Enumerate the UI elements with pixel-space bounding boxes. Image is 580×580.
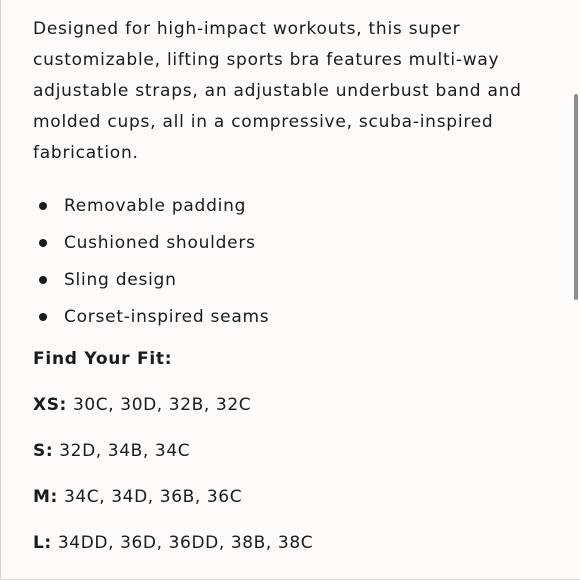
size-row-m <box>33 484 553 510</box>
description-content <box>33 14 553 556</box>
feature-list-item <box>33 304 553 341</box>
feature-list-item <box>33 267 553 304</box>
size-label: M: <box>33 487 58 507</box>
size-row-xs <box>33 392 553 418</box>
fit-heading: Find Your Fit: <box>33 349 173 369</box>
bullet-icon <box>39 202 47 210</box>
scrollbar-thumb[interactable] <box>574 94 578 300</box>
size-values: 34DD, 36D, 36DD, 38B, 38C <box>57 533 314 553</box>
feature-text: Corset-inspired seams <box>64 307 270 327</box>
bullet-icon <box>39 313 47 321</box>
size-values: 34C, 34D, 36B, 36C <box>63 487 243 507</box>
size-values: 30C, 30D, 32B, 32C <box>72 395 252 415</box>
feature-list <box>33 193 553 341</box>
bullet-icon <box>39 239 47 247</box>
feature-list-item <box>33 230 553 267</box>
bullet-icon <box>39 276 47 284</box>
feature-text: Removable padding <box>64 196 247 216</box>
feature-text: Sling design <box>64 270 177 290</box>
size-label: S: <box>33 441 54 461</box>
feature-list-item <box>33 193 553 230</box>
size-label: L: <box>33 533 52 553</box>
product-description: Designed for high-impact workouts, this super customizable, lifting sports bra features multi-way adjustable straps, an adjustable underbust band and molded cups, all in a compressive, scuba-inspired fabrication. <box>33 19 522 163</box>
size-label: XS: <box>33 395 67 415</box>
size-row-s <box>33 438 553 464</box>
feature-text: Cushioned shoulders <box>64 233 256 253</box>
size-values: 32D, 34B, 34C <box>59 441 191 461</box>
size-row-l <box>33 530 553 556</box>
